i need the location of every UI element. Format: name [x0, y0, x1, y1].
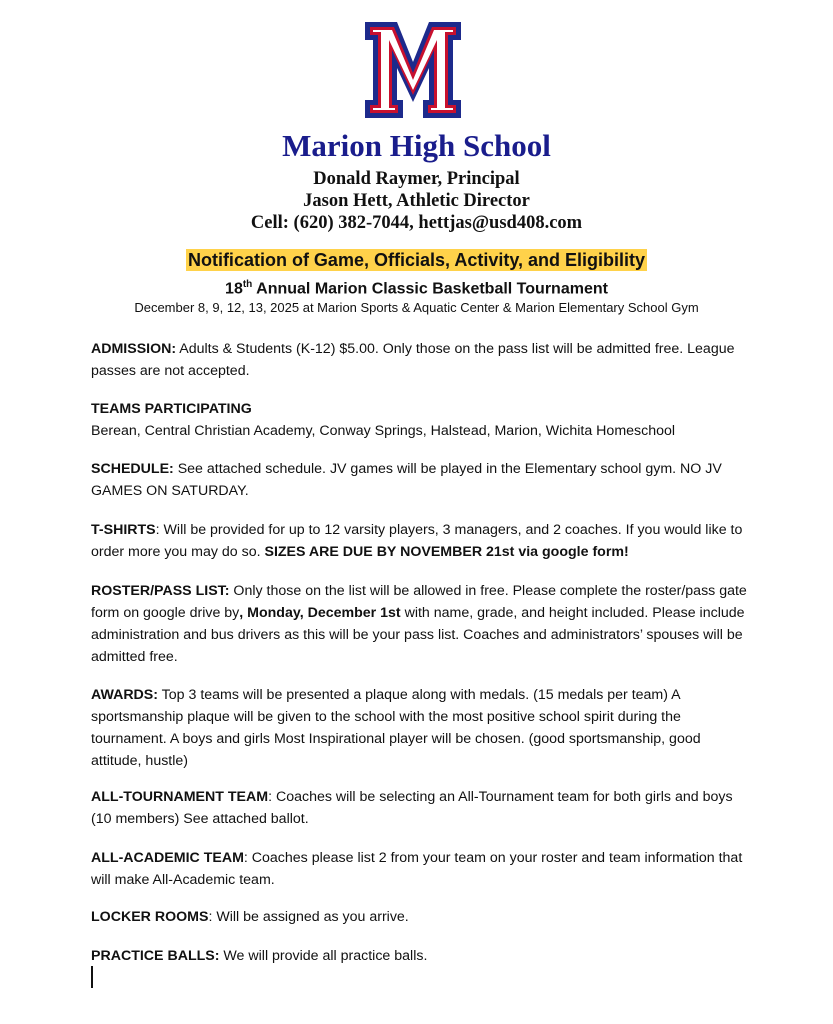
- schedule-section: SCHEDULE: See attached schedule. JV games will be played in the Elementary school gym. NO JV GAMES ON SATURDAY.: [91, 461, 722, 499]
- tshirts-section: T-SHIRTS: Will be provided for up to 12 varsity players, 3 managers, and 2 coaches. If you would like to order more you may do so. SIZES ARE DUE BY NOVEMBER 21st via google form!: [91, 522, 743, 560]
- teams-section: TEAMS PARTICIPATING Berean, Central Christian Academy, Conway Springs, Halstead, Marion, Wichita Homeschool: [91, 401, 676, 439]
- notice-heading: Notification of Game, Officials, Activity, and Eligibility: [187, 250, 646, 270]
- m-letter-logo-icon: [361, 18, 465, 122]
- all-academic-section: ALL-ACADEMIC TEAM: Coaches please list 2 from your team on your roster and team information that will make All-Academic team.: [91, 850, 743, 888]
- tournament-dates: December 8, 9, 12, 13, 2025 at Marion Sports & Aquatic Center & Marion Elementary School Gym: [134, 300, 699, 315]
- practice-balls-section: PRACTICE BALLS: We will provide all practice balls.: [91, 948, 428, 964]
- awards-section: AWARDS: Top 3 teams will be presented a plaque along with medals. (15 medals per team) A sportsmanship plaque will be given to the school with the most positive school spirit during the tournament. A boys and girls Most Inspirational player will be chosen. (good sportsmanship, good attitude, hustle): [91, 687, 701, 769]
- athletic-director-line: Jason Hett, Athletic Director: [303, 191, 530, 211]
- school-name: Marion High School: [282, 128, 551, 163]
- roster-section: ROSTER/PASS LIST: Only those on the list will be allowed in free. Please complete the roster/pass gate form on google drive by, Monday, December 1st with name, grade, and height included. Please include administration and bus drivers as this will be your pass list. Coaches and administrators’ spouses will be admitted free.: [91, 583, 747, 665]
- contact-line: Cell: (620) 382-7044, hettjas@usd408.com: [250, 213, 583, 233]
- principal-line: Donald Raymer, Principal: [313, 169, 520, 189]
- admission-section: ADMISSION: Adults & Students (K-12) $5.00. Only those on the pass list will be admitted free. League passes are not accepted.: [91, 341, 735, 379]
- tournament-title: 18th Annual Marion Classic Basketball Tournament: [225, 279, 608, 298]
- text-cursor: [91, 966, 93, 988]
- locker-rooms-section: LOCKER ROOMS: Will be assigned as you arrive.: [91, 909, 409, 925]
- all-tournament-section: ALL-TOURNAMENT TEAM: Coaches will be selecting an All-Tournament team for both girls and boys (10 members) See attached ballot.: [91, 789, 733, 827]
